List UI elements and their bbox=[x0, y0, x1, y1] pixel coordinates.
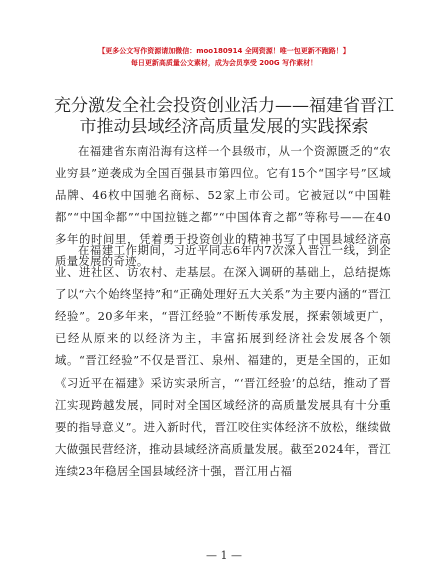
page-number: — 1 — bbox=[206, 549, 242, 562]
document-title-line-2: 市推动县域经济高质量发展的实践探索 bbox=[79, 117, 369, 137]
promo-banner-line-2: 每日更新高质量公文素材，成为会员享受 200G 写作素材！ bbox=[130, 59, 318, 67]
document-title-line-1: 充分激发全社会投资创业活力——福建省晋江 bbox=[54, 96, 394, 116]
body-paragraph-1: 在福建省东南沿海有这样一个县级市，从一个资源匮乏的“农业穷县”逆袭成为全国百强县市第四位。它有15个“国字号”区域品牌、46枚中国驰名商标、52家上市公司。它被冠以“中国鞋都”“中国伞都”“中国拉链之都”“中国体育之都”等称号——在40多年的时间里，凭着勇于投资创业的精神书写了中国县域经济高质量发展的奇迹。 bbox=[55, 144, 391, 269]
body-paragraph-2: 在福建工作期间，习近平同志6年内7次深入晋江一线，到企业、进社区、访农村、走基层。在深入调研的基础上，总结提炼了以“六个始终坚持”和“正确处理好五大关系”为主要内涵的“晋江经验”。20多年来，“晋江经验”不断传承发展，探索领域更广，已经从原来的以经济为主，丰富拓展到经济社会发展各个领域。“晋江经验”不仅是晋江、泉州、福建的，更是全国的，正如《习近平在福建》采访实录所言，“‘晋江经验’的总结，推动了晋江实现跨越发展，同时对全国区域经济的高质量发展具有十分重要的指导意义”。进入新时代，晋江咬住实体经济不放松，继续做大做强民营经济，推动县域经济高质量发展。截至2024年，晋江连续23年稳居全国县域经济十强，晋江用占福 bbox=[55, 243, 391, 478]
promo-banner-line-1: 【更多公文写作资源请加微信：moo180914 全网资源！唯一包更新不跑路！】 bbox=[98, 47, 350, 55]
